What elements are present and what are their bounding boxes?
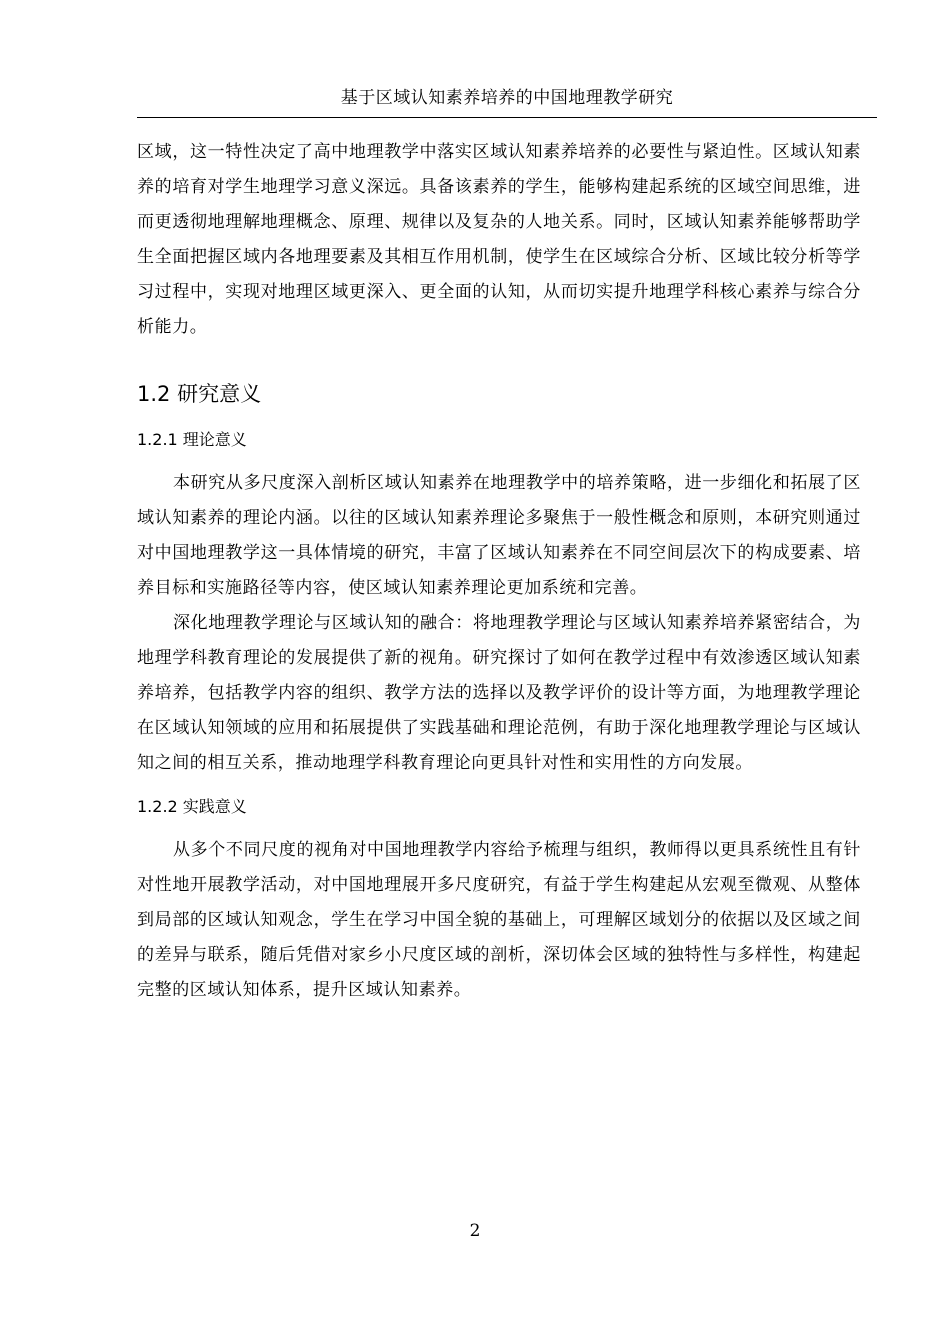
intro-paragraph: 区域，这一特性决定了高中地理教学中落实区域认知素养培养的必要性与紧迫性。区域认知素养的培育对学生地理学习意义深远。具备该素养的学生，能够构建起系统的区域空间思维，进而更透彻地理解地理概念、原理、规律以及复杂的人地关系。同时，区域认知素养能够帮助学生全面把握区域内各地理要素及其相互作用机制，使学生在区域综合分析、区域比较分析等学习过程中，实现对地理区域更深入、更全面的认知，从而切实提升地理学科核心素养与综合分析能力。 [137,142,861,337]
theoretical-paragraph-2: 深化地理教学理论与区域认知的融合：将地理教学理论与区域认知素养培养紧密结合，为地理学科教育理论的发展提供了新的视角。研究探讨了如何在教学过程中有效渗透区域认知素养培养，包括教学内容的组织、教学方法的选择以及教学评价的设计等方面，为地理教学理论在区域认知领域的应用和拓展提供了实践基础和理论范例，有助于深化地理教学理论与区域认知之间的相互关系，推动地理学科教育理论向更具针对性和实用性的方向发展。 [137,613,861,773]
section-heading-research-significance: 1.2 研究意义 [137,382,262,406]
page-body [137,135,861,1008]
header-rule [137,117,877,118]
subsection-heading-practical: 1.2.2 实践意义 [137,797,247,816]
subsection-heading-theoretical: 1.2.1 理论意义 [137,430,247,449]
running-header-title: 基于区域认知素养培养的中国地理教学研究 [340,88,674,108]
theoretical-paragraph-1: 本研究从多尺度深入剖析区域认知素养在地理教学中的培养策略，进一步细化和拓展了区域认知素养的理论内涵。以往的区域认知素养理论多聚焦于一般性概念和原则，本研究则通过对中国地理教学这一具体情境的研究，丰富了区域认知素养在不同空间层次下的构成要素、培养目标和实施路径等内容，使区域认知素养理论更加系统和完善。 [137,473,861,598]
practical-paragraph-1: 从多个不同尺度的视角对中国地理教学内容给予梳理与组织，教师得以更具系统性且有针对性地开展教学活动，对中国地理展开多尺度研究，有益于学生构建起从宏观至微观、从整体到局部的区域认知观念，学生在学习中国全貌的基础上，可理解区域划分的依据以及区域之间的差异与联系，随后凭借对家乡小尺度区域的剖析，深切体会区域的独特性与多样性，构建起完整的区域认知体系，提升区域认知素养。 [137,840,861,1000]
page-number: 2 [469,1221,481,1241]
